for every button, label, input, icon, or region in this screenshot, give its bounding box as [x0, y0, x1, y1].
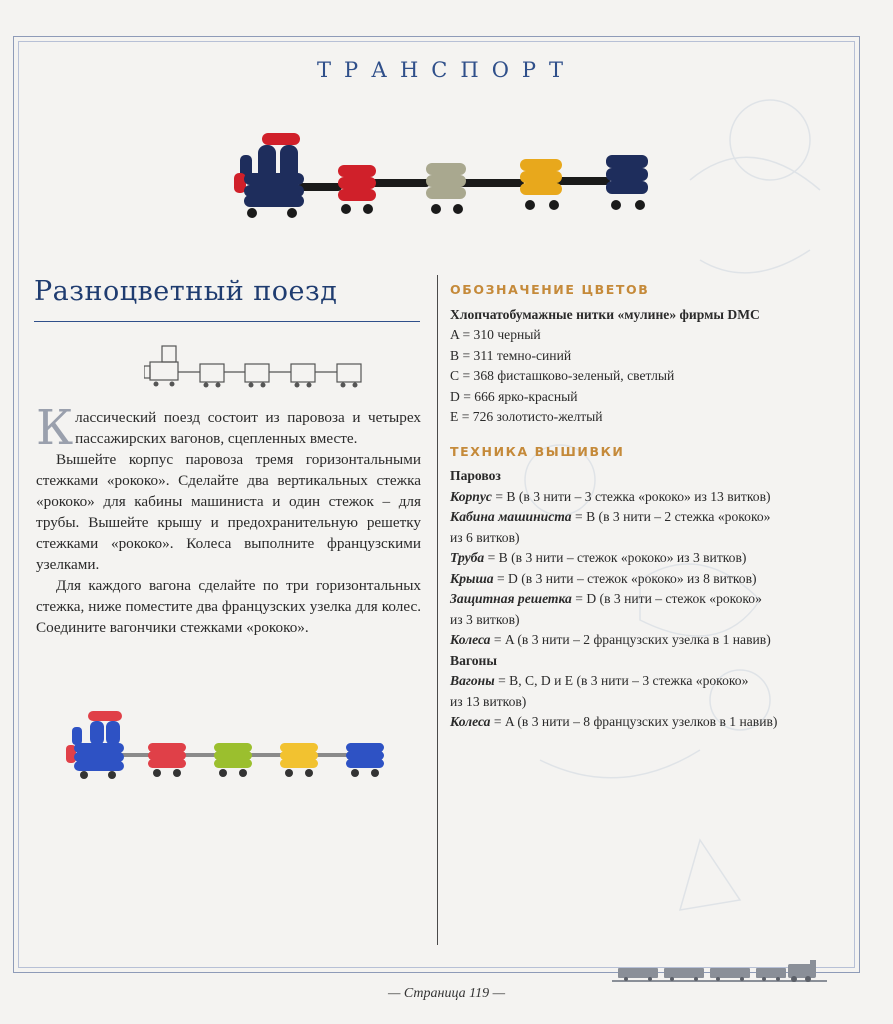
wagon-yellow: [520, 159, 562, 210]
step-korpus: [450, 487, 840, 508]
text-korpus: = B (в 3 нити – 3 стежка «рококо» из 13 витков): [491, 488, 771, 504]
term-reshetka: Защитная решетка: [450, 591, 572, 606]
color-item-e: E = 726 золотисто-желтый: [450, 409, 603, 424]
step-kolesa-loco: [450, 630, 840, 651]
term-krysha: Крыша: [450, 570, 494, 586]
term-vagony: Вагоны: [450, 673, 495, 688]
step-krysha: [450, 569, 840, 590]
term-kolesa-loco: Колеса: [450, 632, 491, 647]
project-title: Разноцветный поезд: [34, 276, 338, 307]
intro-paragraph-1-text: лассический поезд состоит из паровоза и четырех пассажирских вагонов, сцепленных вместе.: [75, 409, 421, 447]
chart-wagon-red: [148, 743, 186, 777]
step-vagony: [450, 671, 840, 692]
chart-wagon-green: [214, 743, 252, 777]
step-reshetka: [450, 589, 840, 610]
step-truba: [450, 548, 840, 569]
locomotive: [234, 133, 304, 218]
chart-wagon-yellow: [280, 743, 318, 777]
term-truba: Труба: [450, 550, 485, 565]
page-title: ТРАНСПОРТ: [316, 58, 577, 82]
color-item-b: B = 311 темно-синий: [450, 347, 572, 363]
wagon-red: [338, 165, 376, 214]
step-reshetka-cont: из 3 витков): [450, 611, 520, 627]
thread-title: Хлопчатобумажные нитки «мулине» фирмы DMC: [450, 306, 760, 322]
colors-heading: ОБОЗНАЧЕНИЕ ЦВЕТОВ: [450, 282, 650, 297]
intro-paragraph-2: Вышейте корпус паровоза тремя горизонтальными стежками «рококо». Сделайте два вертикальных стежка «рококо» для кабины машиниста и один стежок – для трубы. Вышейте крышу и предохранительную решетку стежками «рококо». Колеса выполните французскими узелками.: [36, 451, 421, 573]
column-divider: [437, 275, 438, 945]
wagons-label: Вагоны: [450, 652, 497, 668]
text-kolesa-loco: = A (в 3 нити – 2 французских узелка в 1 навив): [490, 632, 771, 647]
color-item-c: C = 368 фисташково-зеленый, светлый: [450, 368, 675, 383]
term-kolesa-wagons: Колеса: [450, 714, 491, 729]
page-number: — Страница 119 —: [387, 986, 506, 1001]
instructions-column: [450, 280, 840, 733]
outline-train-diagram: [144, 342, 366, 390]
color-item-a: A = 310 черный: [450, 327, 541, 342]
step-kabina: [450, 507, 840, 528]
term-kabina: Кабина машиниста: [450, 509, 572, 524]
intro-text: [36, 400, 421, 638]
technique-heading: ТЕХНИКА ВЫШИВКИ: [450, 443, 625, 459]
color-item-d: D = 666 ярко-красный: [450, 388, 578, 404]
embroidered-train-photo: [230, 125, 670, 225]
text-kabina: = B (в 3 нити – 2 стежка «рококо»: [571, 509, 771, 524]
text-kolesa-wagons: = A (в 3 нити – 8 французских узелков в 1 навив): [490, 714, 778, 729]
title-divider: [34, 321, 420, 322]
footer-train-ornament: [612, 960, 827, 984]
text-reshetka: = D (в 3 нити – стежок «рококо»: [571, 591, 762, 606]
step-kabina-cont: из 6 витков): [450, 529, 520, 545]
locomotive-label: Паровоз: [450, 468, 501, 483]
chart-locomotive: [66, 711, 124, 779]
text-truba: = B (в 3 нити – стежок «рококо» из 3 витков): [484, 550, 747, 565]
colored-chart-train: [64, 705, 394, 785]
wagon-navy: [606, 155, 648, 210]
step-vagony-cont: из 13 витков): [450, 693, 527, 709]
intro-paragraph-3: Для каждого вагона сделайте по три горизонтальных стежка, ниже поместите два французских узелка для колес. Соедините вагончики стежками «рококо».: [36, 577, 421, 636]
intro-paragraph-1: [36, 400, 421, 456]
term-korpus: Корпус: [450, 488, 492, 504]
step-kolesa-wagons: [450, 712, 840, 733]
chart-wagon-blue: [346, 743, 384, 777]
text-vagony: = B, C, D и E (в 3 нити – 3 стежка «рококо»: [494, 673, 749, 688]
text-krysha: = D (в 3 нити – стежок «рококо» из 8 витков): [493, 570, 757, 586]
drop-cap: К: [36, 400, 74, 456]
wagon-green: [426, 163, 466, 214]
